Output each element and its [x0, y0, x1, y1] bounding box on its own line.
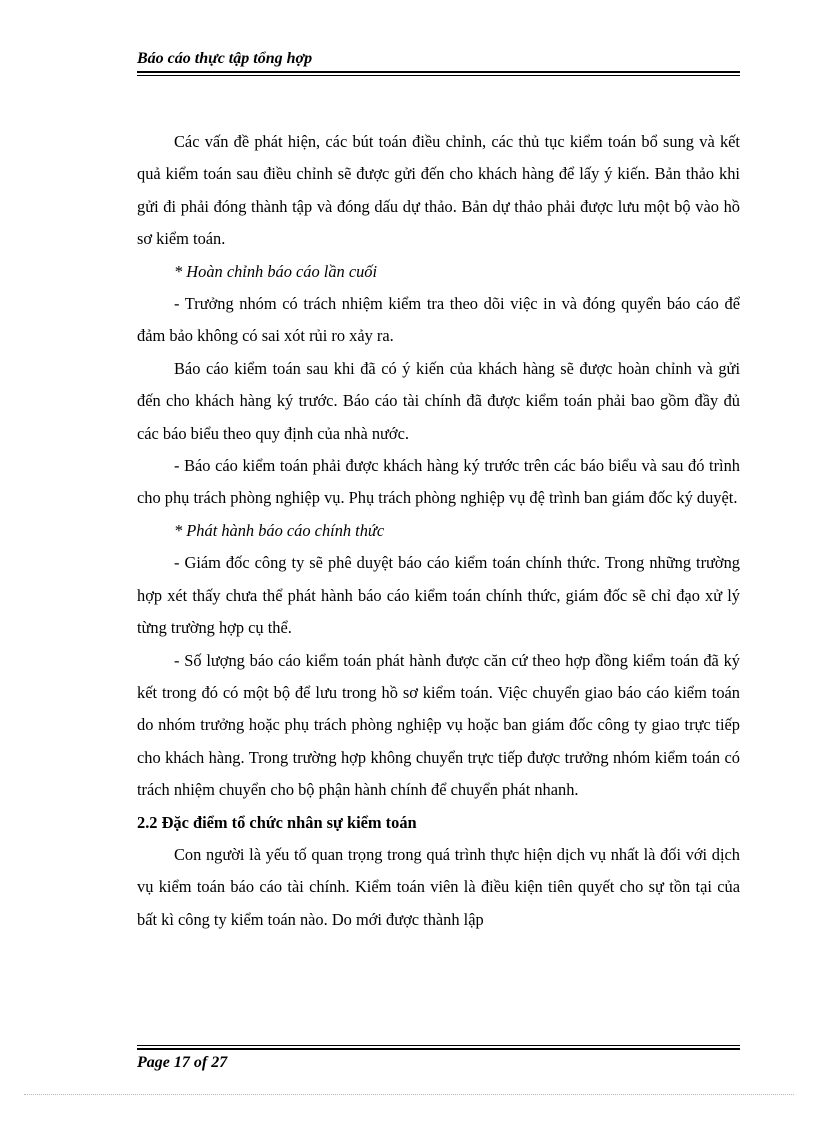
paragraph: - Trưởng nhóm có trách nhiệm kiểm tra theo dõi việc in và đóng quyển báo cáo để đảm bảo không có sai xót rủi ro xảy ra.: [137, 294, 740, 346]
document-body: [137, 126, 740, 936]
paragraph: Các vấn đề phát hiện, các bút toán điều chỉnh, các thủ tục kiểm toán bổ sung và kết quả kiểm toán sau điều chỉnh sẽ được gửi đến cho khách hàng để lấy ý kiến. Bản thảo khi gửi đi phải đóng thành tập và đóng dấu dự thảo. Bản dự thảo phải được lưu một bộ vào hồ sơ kiểm toán.: [137, 132, 740, 249]
footer-rule-thick: [137, 1048, 740, 1050]
page-number: Page 17 of 27: [137, 1054, 228, 1071]
header-rule-thin: [137, 75, 740, 76]
paragraph: Báo cáo kiểm toán sau khi đã có ý kiến của khách hàng sẽ được hoàn chỉnh và gửi đến cho khách hàng ký trước. Báo cáo tài chính đã được kiểm toán phải bao gồm đầy đủ các báo biểu theo quy định của nhà nước.: [137, 358, 740, 443]
subheading-finalize-report: * Hoàn chỉnh báo cáo lần cuối: [174, 261, 378, 281]
page-break-line: [24, 1094, 794, 1095]
paragraph: Con người là yếu tố quan trọng trong quá trình thực hiện dịch vụ nhất là đối với dịch vụ kiểm toán báo cáo tài chính. Kiểm toán viên là điều kiện tiên quyết cho sự tồn tại của bất kì công ty kiểm toán nào. Do mới được thành lập: [137, 844, 740, 929]
subheading-official-release: * Phát hành báo cáo chính thức: [174, 520, 385, 540]
paragraph: - Báo cáo kiểm toán phải được khách hàng ký trước trên các báo biểu và sau đó trình cho phụ trách phòng nghiệp vụ. Phụ trách phòng nghiệp vụ đệ trình ban giám đốc ký duyệt.: [137, 456, 740, 508]
footer-rule-thin: [137, 1045, 740, 1046]
paragraph: - Giám đốc công ty sẽ phê duyệt báo cáo kiểm toán chính thức. Trong những trường hợp xét thấy chưa thể phát hành báo cáo kiểm toán chính thức, giám đốc sẽ chỉ đạo xử lý từng trường hợp cụ thể.: [137, 553, 740, 638]
section-heading: 2.2 Đặc điểm tổ chức nhân sự kiểm toán: [137, 812, 417, 832]
header-title: Báo cáo thực tập tổng hợp: [137, 50, 313, 67]
header-rule-thick: [137, 71, 740, 73]
paragraph: - Số lượng báo cáo kiểm toán phát hành được căn cứ theo hợp đồng kiểm toán đã ký kết trong đó có một bộ để lưu trong hồ sơ kiểm toán. Việc chuyển giao báo cáo kiểm toán do nhóm trưởng hoặc phụ trách phòng nghiệp vụ hoặc ban giám đốc công ty giao trực tiếp cho khách hàng. Trong trường hợp không chuyển trực tiếp được trưởng nhóm kiểm toán có trách nhiệm chuyển cho bộ phận hành chính để chuyển phát nhanh.: [137, 650, 740, 800]
